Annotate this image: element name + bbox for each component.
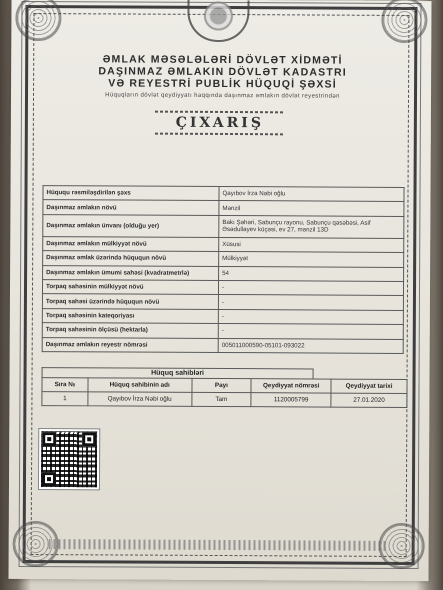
row-value: Mülkiyyət bbox=[219, 252, 404, 267]
row-value: Bakı Şəhəri, Sabunçu rayonu, Sabunçu qəsəbəsi, Asif Əsədullayev küçəsi, ev 27, mənzil 13D bbox=[219, 215, 404, 238]
table-row bbox=[42, 392, 407, 408]
row-value: 005011000590-05101-093022 bbox=[218, 338, 403, 353]
col-header-reg-number: Qeydiyyat nömrəsi bbox=[251, 379, 331, 393]
document-title: ÇIXARIŞ bbox=[161, 112, 279, 135]
qr-code-icon bbox=[39, 429, 99, 489]
row-value: - bbox=[218, 324, 403, 339]
header-line-1: ƏMLAK MƏSƏLƏLƏRİ DÖVLƏT XİDMƏTİ bbox=[102, 53, 343, 67]
row-label: Hüququ rəsmiləşdirilən şəxs bbox=[43, 186, 219, 201]
row-label: Torpaq sahəsinin ölçüsü (hektarla) bbox=[42, 323, 218, 338]
row-value: 54 bbox=[219, 266, 404, 281]
col-header-name: Hüquq sahibinin adı bbox=[88, 378, 192, 393]
row-label: Torpaq sahəsi üzərində hüququn növü bbox=[42, 294, 218, 309]
header-line-2: DAŞINMAZ ƏMLAKIN DÖVLƏT KADASTRI bbox=[98, 65, 347, 79]
row-label: Daşınmaz əmlakın reyestr nömrəsi bbox=[42, 337, 218, 352]
col-header-reg-date: Qeydiyyat tarixi bbox=[331, 379, 407, 393]
row-label: Daşınmaz əmlakın mülkiyyət növü bbox=[43, 236, 219, 251]
table-row bbox=[42, 337, 403, 353]
row-value: - bbox=[218, 295, 403, 310]
owner-reg-date: 27.01.2020 bbox=[331, 393, 407, 407]
row-label: Daşınmaz əmlak üzərində hüququn növü bbox=[43, 251, 219, 266]
owner-number: 1 bbox=[42, 392, 88, 406]
row-label: Daşınmaz əmlakın ümumi sahəsi (kvadratmetrlə) bbox=[43, 265, 219, 280]
row-value: Qayıbov İrza Nəbi oğlu bbox=[219, 186, 404, 201]
owner-reg-number: 1120005799 bbox=[251, 393, 331, 407]
row-value: - bbox=[218, 280, 403, 295]
row-label: Daşınmaz əmlakın növü bbox=[43, 200, 219, 215]
qr-finder-icon bbox=[42, 432, 56, 446]
owners-table bbox=[41, 377, 407, 408]
header-line-3: VƏ REYESTRİ PUBLİK HÜQUQİ ŞƏXSİ bbox=[108, 77, 337, 91]
corner-ornament-top-right bbox=[381, 0, 427, 43]
owner-share: Tam bbox=[191, 392, 251, 406]
col-header-share: Payı bbox=[191, 378, 251, 392]
row-label: Torpaq sahəsinin mülkiyyət növü bbox=[42, 280, 218, 295]
document-sheet bbox=[8, 0, 431, 581]
qr-finder-icon bbox=[42, 472, 56, 486]
bottom-ornament bbox=[49, 539, 389, 551]
owners-title: Hüquq sahibləri bbox=[42, 367, 314, 379]
row-value: - bbox=[218, 309, 403, 324]
col-header-number: Sıra № bbox=[42, 378, 88, 392]
row-label: Torpaq sahəsinin kateqoriyası bbox=[42, 308, 218, 323]
owner-name: Qayıbov İrza Nəbi oğlu bbox=[88, 392, 192, 407]
row-value: Xüsusi bbox=[219, 237, 404, 252]
row-value: Mənzil bbox=[219, 201, 404, 216]
property-info-table bbox=[42, 185, 405, 354]
qr-finder-icon bbox=[82, 432, 96, 446]
table-row bbox=[43, 214, 404, 238]
header-subtitle: Hüquqların dövlət qeydiyyatı haqqında daşınmaz əmlakın dövlət reyestrindən bbox=[105, 92, 340, 100]
row-label: Daşınmaz əmlakın ünvanı (olduğu yer) bbox=[43, 214, 219, 237]
